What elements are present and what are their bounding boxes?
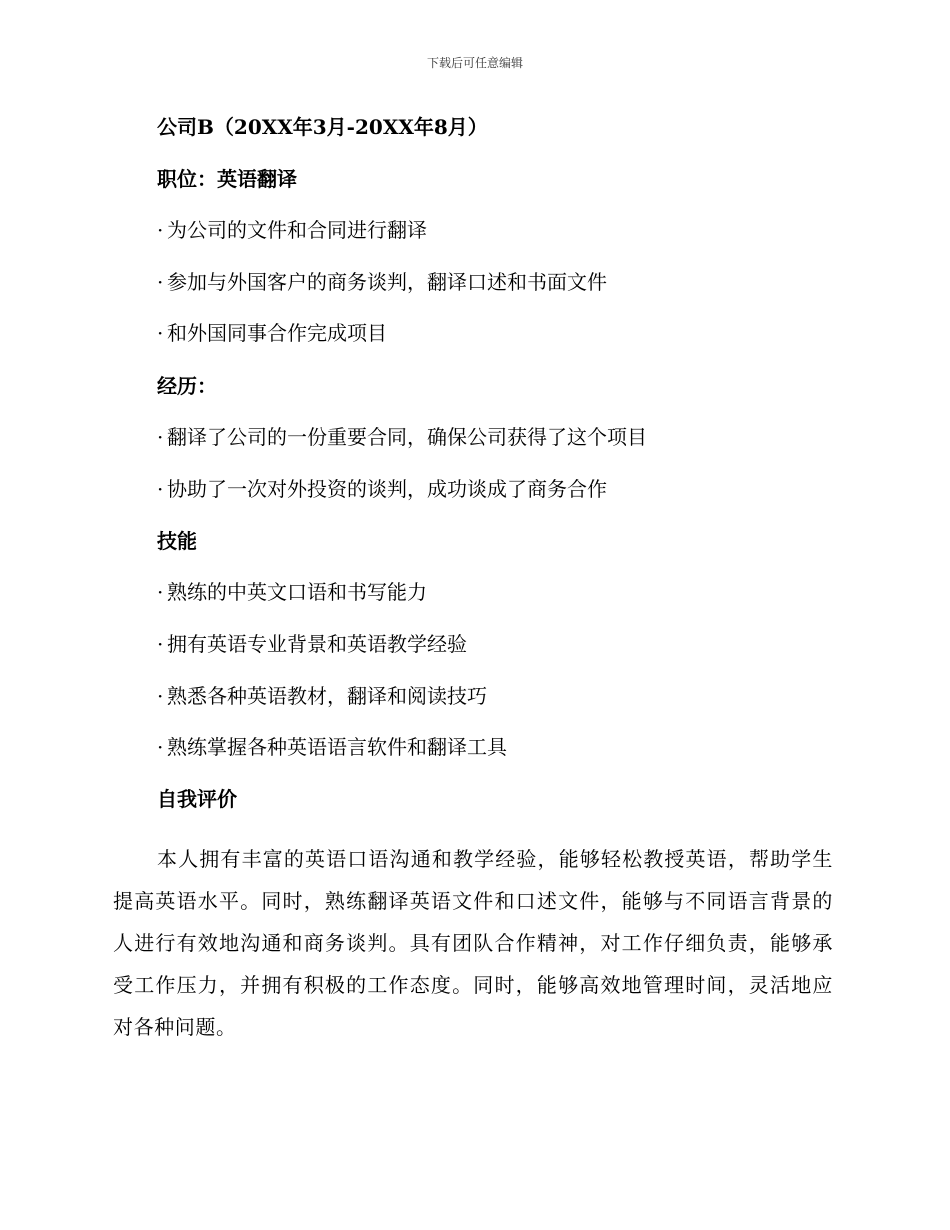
duty-item: [157, 220, 427, 240]
duty-item: [157, 272, 607, 292]
skill-item: [157, 686, 487, 706]
company-heading: 公司B（20XX年3月-20XX年8月）: [157, 115, 488, 139]
bullet-dot: ·: [157, 218, 164, 242]
position-heading: 职位：英语翻译: [157, 167, 297, 191]
duty-text: 参加与外国客户的商务谈判，翻译口述和书面文件: [167, 270, 607, 294]
experience-heading: 经历：: [157, 374, 217, 398]
self-evaluation-paragraph: 本人拥有丰富的英语口语沟通和教学经验，能够轻松教授英语，帮助学生提高英语水平。同时，熟练翻译英语文件和口述文件，能够与不同语言背景的人进行有效地沟通和商务谈判。具有团队合作精神，对工作仔细负责，能够承受工作压力，并拥有积极的工作态度。同时，能够高效地管理时间，灵活地应对各种问题。: [113, 847, 833, 1039]
skill-item: [157, 634, 467, 654]
experience-item: [157, 427, 647, 447]
experience-text: 协助了一次对外投资的谈判，成功谈成了商务合作: [167, 477, 607, 501]
experience-item: [157, 479, 607, 499]
bullet-dot: ·: [157, 580, 164, 604]
skill-text: 熟悉各种英语教材，翻译和阅读技巧: [167, 684, 487, 708]
bullet-dot: ·: [157, 270, 164, 294]
duty-item: [157, 323, 387, 343]
bullet-dot: ·: [157, 321, 164, 345]
bullet-dot: ·: [157, 632, 164, 656]
duty-text: 和外国同事合作完成项目: [167, 321, 387, 345]
experience-text: 翻译了公司的一份重要合同，确保公司获得了这个项目: [167, 425, 647, 449]
self-evaluation-heading: 自我评价: [157, 787, 237, 811]
header-note: 下载后可任意编辑: [426, 56, 523, 70]
bullet-dot: ·: [157, 425, 164, 449]
bullet-dot: ·: [157, 684, 164, 708]
skill-text: 拥有英语专业背景和英语教学经验: [167, 632, 467, 656]
bullet-dot: ·: [157, 477, 164, 501]
skill-item: [157, 737, 507, 757]
skills-heading: 技能: [157, 529, 197, 553]
bullet-dot: ·: [157, 735, 164, 759]
skill-text: 熟练掌握各种英语语言软件和翻译工具: [167, 735, 507, 759]
skill-text: 熟练的中英文口语和书写能力: [167, 580, 427, 604]
duty-text: 为公司的文件和合同进行翻译: [167, 218, 427, 242]
skill-item: [157, 582, 427, 602]
